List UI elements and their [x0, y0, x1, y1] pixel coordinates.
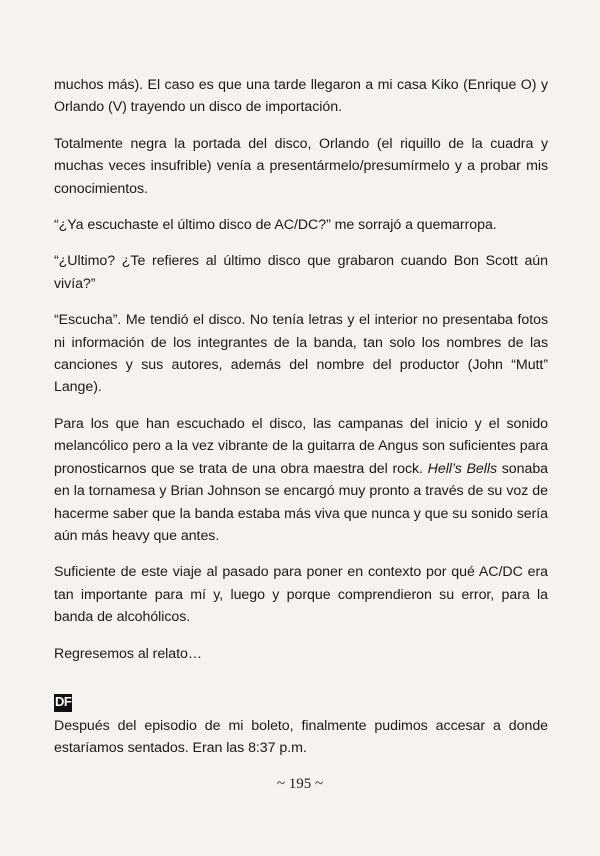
- paragraph: Suficiente de este viaje al pasado para poner en contexto por qué AC/DC era tan importante para mí y, luego y porque comprendieron su error, para la banda de alcohólicos.: [54, 564, 548, 626]
- paragraph: Regresemos al relato…: [54, 645, 202, 662]
- paragraph: [54, 413, 548, 547]
- paragraph: “Escucha”. Me tendió el disco. No tenía letras y el interior no presentaba fotos ni información de los integrantes de la banda, tan solo los nombres de las canciones y sus autores, además del nombre del productor (John “Mutt” Lange).: [54, 312, 548, 396]
- paragraph-text: Para los que han escuchado el disco, las campanas del inicio y el sonido melancólico pero a la vez vibrante de la guitarra de Angus son suficientes para pronosticarnos que se trata de una obra maestra del rock.: [54, 415, 548, 477]
- page-number: ~ 195 ~: [276, 776, 324, 792]
- section-marker-row: [54, 693, 548, 711]
- section-marker-badge: DF: [54, 694, 72, 712]
- paragraph: muchos más). El caso es que una tarde llegaron a mi casa Kiko (Enrique O) y Orlando (V) trayendo un disco de importación.: [54, 77, 548, 116]
- paragraph: “¿Ultimo? ¿Te refieres al último disco que grabaron cuando Bon Scott aún vivía?”: [54, 253, 548, 292]
- page-body: [54, 74, 548, 774]
- song-title: Hell’s Bells: [427, 460, 498, 477]
- paragraph: Totalmente negra la portada del disco, Orlando (el riquillo de la cuadra y muchas veces insufrible) venía a presentármelo/presumírmelo y a probar mis conocimientos.: [54, 135, 548, 197]
- paragraph: “¿Ya escuchaste el último disco de AC/DC?” me sorrajó a quemarropa.: [54, 217, 497, 234]
- paragraph-text: sonaba en la tornamesa y Brian Johnson se encargó muy pronto a través de su voz de hacerme saber que la banda estaba más viva que nunca y que su sonido sería aún más heavy que antes.: [54, 460, 548, 544]
- paragraph: Después del episodio de mi boleto, finalmente pudimos accesar a donde estaríamos sentados. Eran las 8:37 p.m.: [54, 717, 548, 757]
